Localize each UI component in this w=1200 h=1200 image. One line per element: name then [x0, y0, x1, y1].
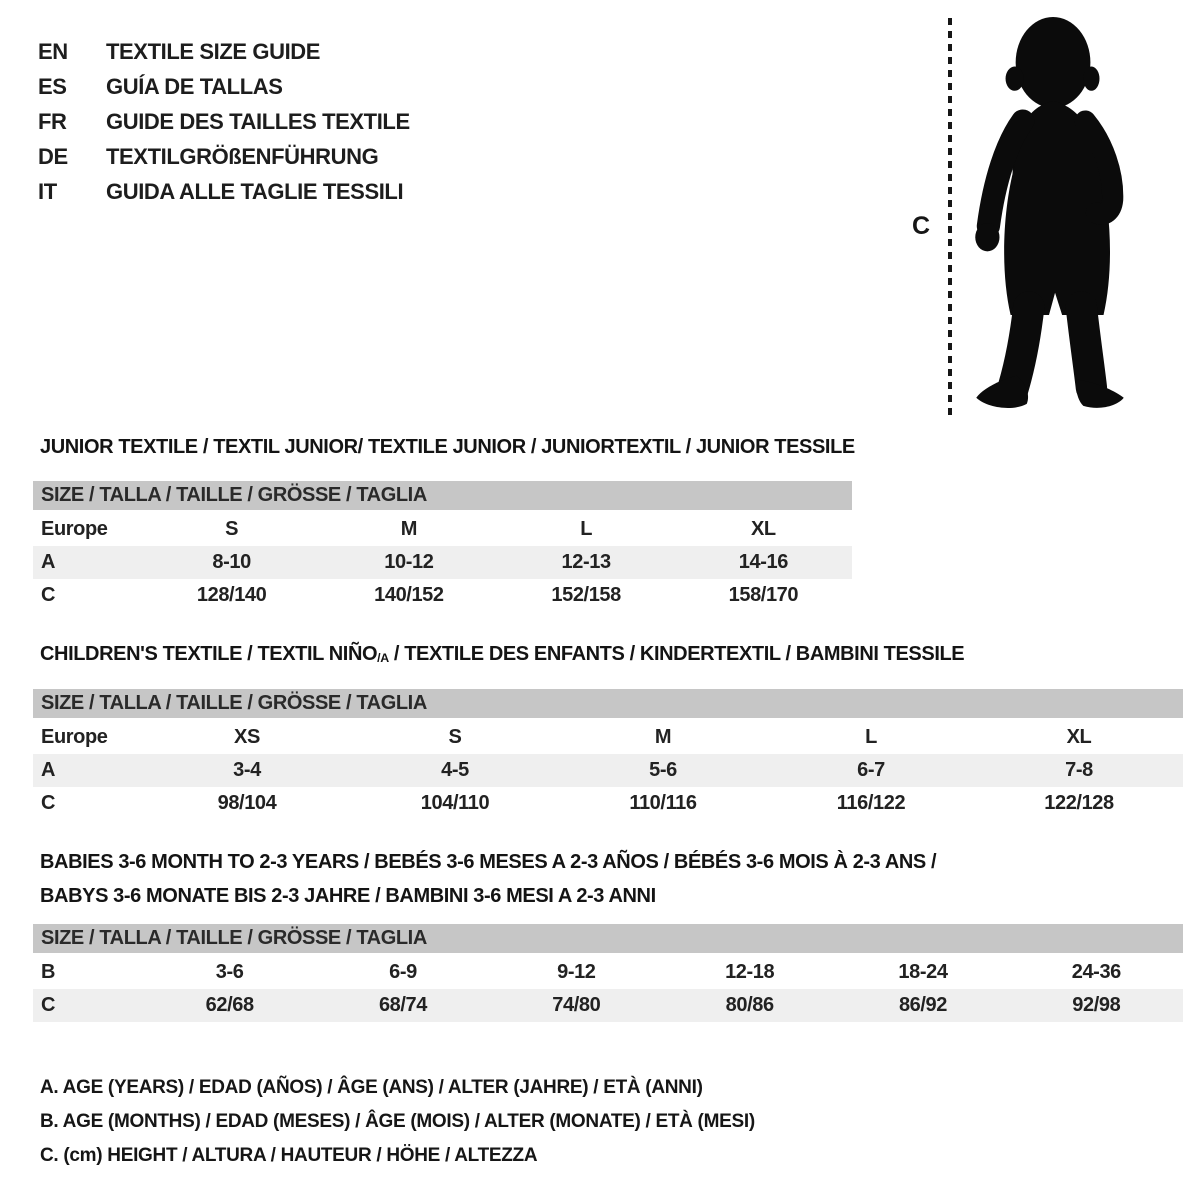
table-cell: 12-18	[725, 961, 775, 983]
table-cell: S	[448, 726, 462, 748]
babies-table-header: SIZE / TALLA / TAILLE / GRÖSSE / TAGLIA	[33, 924, 1183, 953]
table-cell: 8-10	[212, 551, 251, 573]
table-cell: 12-13	[561, 551, 611, 573]
guide-title-en: TEXTILE SIZE GUIDE	[106, 39, 321, 64]
table-cell: 110/116	[629, 792, 697, 814]
table-cell: 74/80	[552, 994, 601, 1016]
row-label: C	[41, 994, 56, 1016]
row-label: B	[41, 961, 56, 983]
row-label: Europe	[41, 726, 108, 748]
table-cell: 24-36	[1071, 961, 1121, 983]
junior-section-heading: JUNIOR TEXTILE / TEXTIL JUNIOR/ TEXTILE JUNIOR / JUNIORTEXTIL / JUNIOR TESSILE	[40, 436, 855, 458]
guide-title-fr: GUIDE DES TAILLES TEXTILE	[106, 109, 410, 134]
babies-section-heading-line2: BABYS 3-6 MONATE BIS 2-3 JAHRE / BAMBINI 3-6 MESI A 2-3 ANNI	[40, 885, 656, 907]
junior-size-table	[33, 481, 852, 612]
row-label: Europe	[41, 518, 108, 540]
guide-title-es: GUÍA DE TALLAS	[106, 74, 283, 99]
legend-height-cm: C. (cm) HEIGHT / ALTURA / HAUTEUR / HÖHE / ALTEZZA	[40, 1145, 538, 1166]
legend-age-years: A. AGE (YEARS) / EDAD (AÑOS) / ÂGE (ANS) / ALTER (JAHRE) / ETÀ (ANNI)	[40, 1077, 703, 1098]
table-cell: S	[225, 518, 239, 540]
row-label: A	[41, 759, 56, 781]
babies-size-table	[33, 924, 1183, 1022]
table-row	[33, 956, 1183, 989]
table-cell: XL	[1066, 726, 1092, 748]
table-cell: 3-6	[215, 961, 244, 983]
table-row	[33, 989, 1183, 1022]
table-row	[33, 721, 1183, 754]
table-row	[33, 579, 852, 612]
table-cell: XS	[234, 726, 260, 748]
table-row	[33, 513, 852, 546]
language-code-it: IT	[38, 179, 57, 204]
table-cell: 3-4	[233, 759, 261, 781]
table-cell: 62/68	[205, 994, 254, 1016]
junior-table-header: SIZE / TALLA / TAILLE / GRÖSSE / TAGLIA	[33, 481, 852, 510]
children-size-table	[33, 689, 1183, 820]
table-cell: 7-8	[1065, 759, 1093, 781]
table-cell: 158/170	[728, 584, 799, 606]
children-heading-text: / TEXTILE DES ENFANTS / KINDERTEXTIL / BAMBINI TESSILE	[388, 643, 965, 665]
table-cell: M	[400, 518, 417, 540]
legend-age-months: B. AGE (MONTHS) / EDAD (MESES) / ÂGE (MOIS) / ALTER (MONATE) / ETÀ (MESI)	[40, 1111, 755, 1132]
language-title-list	[38, 34, 410, 209]
row-label: C	[41, 792, 56, 814]
row-label: C	[41, 584, 56, 606]
height-dashed-line	[948, 18, 952, 416]
table-row	[33, 787, 1183, 820]
children-table-header: SIZE / TALLA / TAILLE / GRÖSSE / TAGLIA	[33, 689, 1183, 718]
language-code-de: DE	[38, 144, 68, 169]
table-cell: XL	[750, 518, 776, 540]
table-cell: 5-6	[649, 759, 677, 781]
guide-title-de: TEXTILGRÖßENFÜHRUNG	[106, 144, 379, 169]
table-cell: M	[654, 726, 672, 748]
table-row	[33, 754, 1183, 787]
table-cell: 152/158	[551, 584, 621, 606]
table-cell: L	[580, 518, 593, 540]
row-label: A	[41, 551, 56, 573]
language-code-es: ES	[38, 74, 67, 99]
table-cell: 92/98	[1072, 994, 1121, 1016]
children-section-heading	[40, 643, 964, 666]
table-cell: 10-12	[384, 551, 434, 573]
table-cell: 104/110	[420, 792, 490, 814]
children-heading-suffix: /A	[377, 651, 389, 666]
table-cell: 116/122	[836, 792, 906, 814]
height-measure-label: C	[912, 212, 931, 240]
table-cell: 86/92	[898, 994, 948, 1016]
table-cell: 80/86	[725, 994, 774, 1016]
language-code-en: EN	[38, 39, 68, 64]
table-cell: 6-7	[857, 759, 885, 781]
table-cell: L	[865, 726, 877, 748]
babies-section-heading-line1: BABIES 3-6 MONTH TO 2-3 YEARS / BEBÉS 3-6 MESES A 2-3 AÑOS / BÉBÉS 3-6 MOIS À 2-3 ANS /	[40, 851, 937, 873]
toddler-silhouette-icon	[962, 14, 1138, 418]
table-cell: 6-9	[389, 961, 417, 983]
table-cell: 122/128	[1044, 792, 1114, 814]
table-cell: 68/74	[378, 994, 428, 1016]
table-cell: 18-24	[898, 961, 948, 983]
table-row	[33, 546, 852, 579]
table-cell: 98/104	[217, 792, 277, 814]
table-cell: 14-16	[738, 551, 788, 573]
table-cell: 128/140	[196, 584, 267, 606]
table-cell: 140/152	[374, 584, 444, 606]
language-code-fr: FR	[38, 109, 67, 134]
table-cell: 4-5	[441, 759, 469, 781]
guide-title-it: GUIDA ALLE TAGLIE TESSILI	[106, 179, 404, 204]
table-cell: 9-12	[557, 961, 596, 983]
measure-legend	[40, 1071, 755, 1173]
children-heading-text: CHILDREN'S TEXTILE / TEXTIL NIÑO	[40, 643, 378, 665]
